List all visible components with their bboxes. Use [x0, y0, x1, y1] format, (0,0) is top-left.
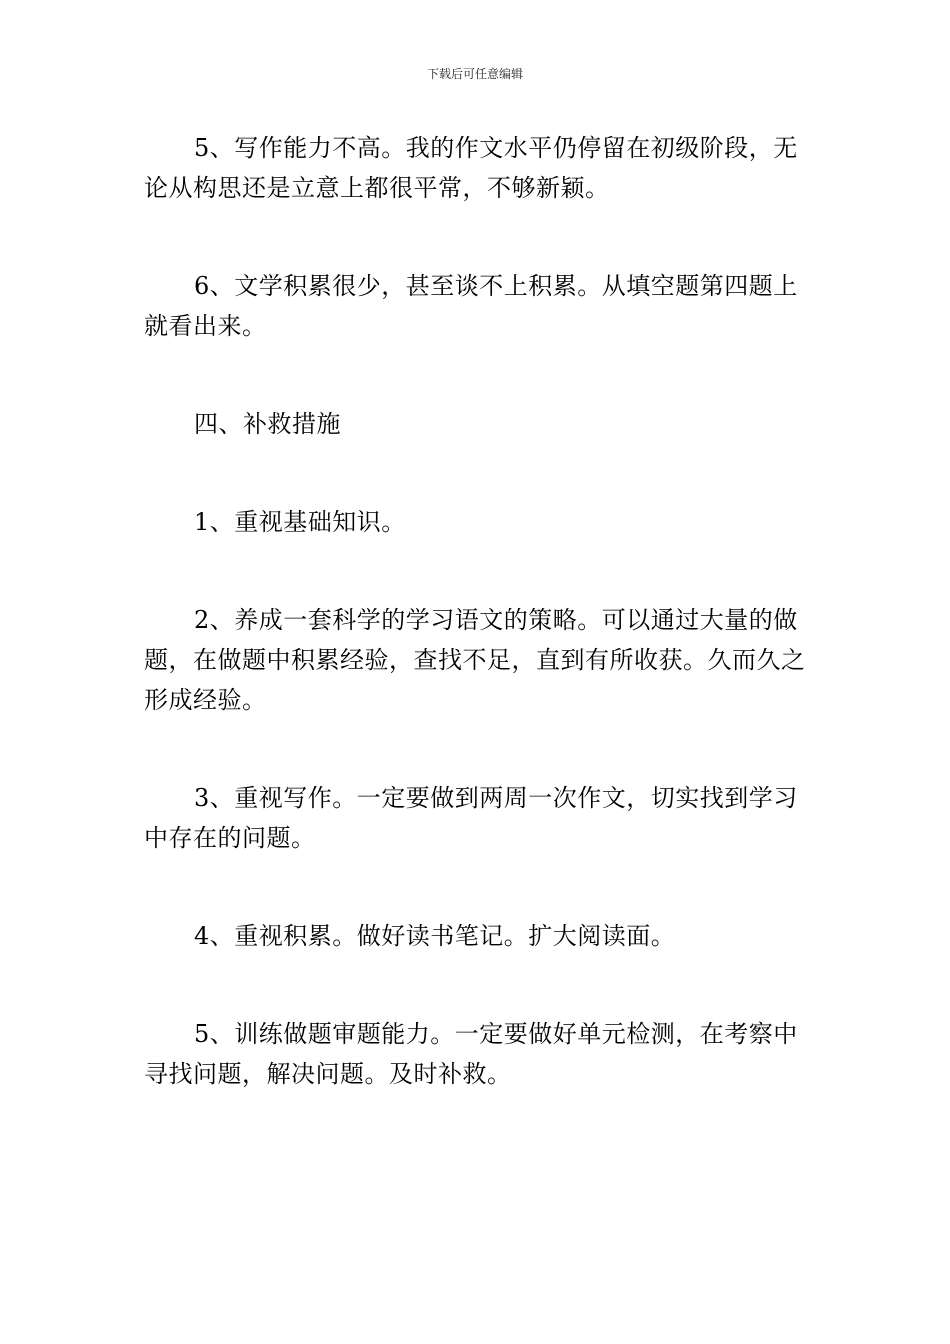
document-body [144, 128, 808, 1094]
page-header: 下载后可任意编辑 [426, 67, 523, 81]
paragraph-literary-accumulation: 6、文学积累很少，甚至谈不上积累。从填空题第四题上就看出来。 [144, 272, 798, 340]
paragraph-measure-3: 3、重视写作。一定要做到两周一次作文，切实找到学习中存在的问题。 [144, 784, 798, 852]
paragraph-measure-1: 1、重视基础知识。 [194, 508, 406, 536]
section-heading-remedial-measures: 四、补救措施 [194, 410, 341, 438]
paragraph-measure-4: 4、重视积累。做好读书笔记。扩大阅读面。 [194, 922, 676, 950]
paragraph-measure-2: 2、养成一套科学的学习语文的策略。可以通过大量的做题，在做题中积累经验，查找不足，直到有所收获。久而久之形成经验。 [144, 606, 806, 714]
paragraph-writing-ability: 5、写作能力不高。我的作文水平仍停留在初级阶段，无论从构思还是立意上都很平常，不够新颖。 [144, 134, 798, 202]
paragraph-measure-5: 5、训练做题审题能力。一定要做好单元检测，在考察中寻找问题，解决问题。及时补救。 [144, 1020, 798, 1088]
